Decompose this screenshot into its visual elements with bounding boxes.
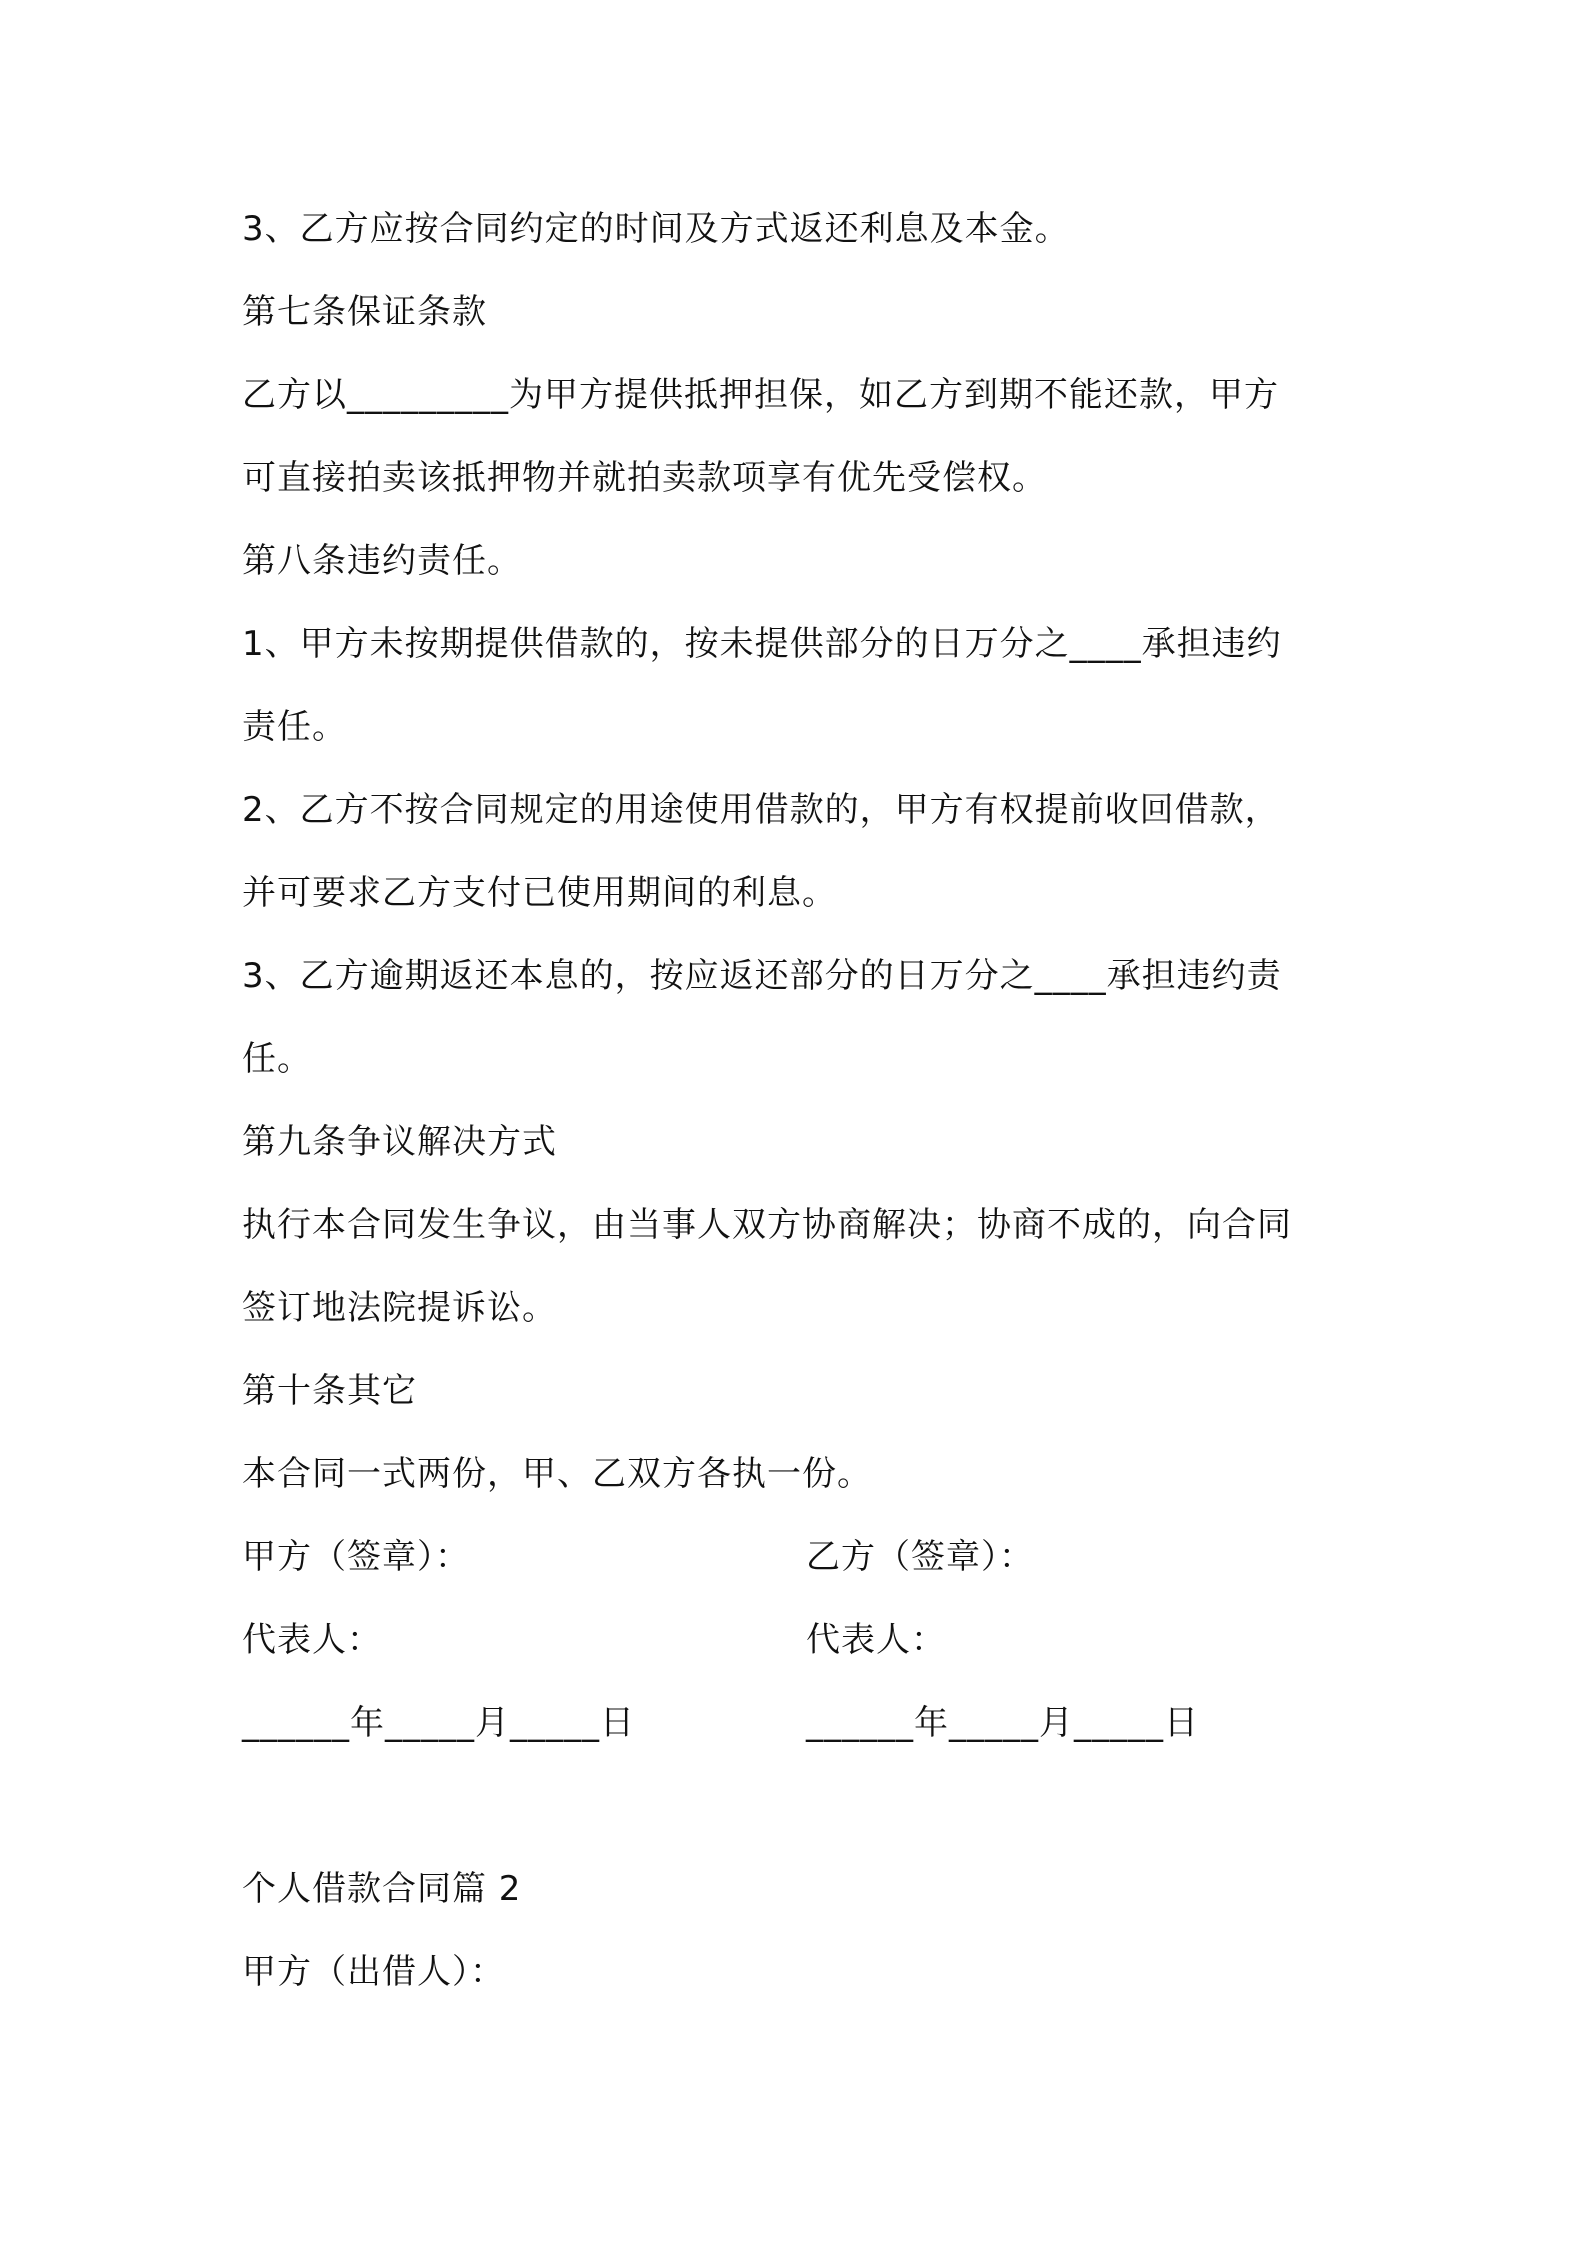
clause-7-text-line-1: 乙方以_________为甲方提供抵押担保，如乙方到期不能还款，甲方: [242, 375, 1279, 415]
clause-8-item-2-line-2: 并可要求乙方支付已使用期间的利息。: [242, 873, 837, 913]
clause-8-item-1-line-2: 责任。: [242, 707, 347, 747]
clause-7-text-line-2: 可直接拍卖该抵押物并就拍卖款项享有优先受偿权。: [242, 458, 1047, 498]
party-a-date: ______年_____月_____日: [242, 1703, 635, 1743]
party-a-representative: 代表人：: [242, 1620, 382, 1660]
clause-9-heading: 第九条争议解决方式: [242, 1122, 557, 1162]
clause-8-item-3-line-1: 3、乙方逾期返还本息的，按应返还部分的日万分之____承担违约责: [242, 956, 1282, 996]
lender-label: 甲方（出借人）：: [242, 1952, 505, 1992]
clause-8-item-2-line-1: 2、乙方不按合同规定的用途使用借款的，甲方有权提前收回借款，: [242, 790, 1280, 830]
clause-8-heading: 第八条违约责任。: [242, 541, 522, 581]
party-b-seal: 乙方（签章）：: [806, 1537, 1034, 1577]
clause-8-item-1-line-1: 1、甲方未按期提供借款的，按未提供部分的日万分之____承担违约: [242, 624, 1282, 664]
clause-10-text: 本合同一式两份，甲、乙双方各执一份。: [242, 1454, 872, 1494]
clause-9-text-line-2: 签订地法院提诉讼。: [242, 1288, 557, 1328]
clause-10-heading: 第十条其它: [242, 1371, 417, 1411]
section-2-title: 个人借款合同篇 2: [242, 1869, 522, 1909]
clause-7-heading: 第七条保证条款: [242, 292, 487, 332]
party-b-date: ______年_____月_____日: [806, 1703, 1199, 1743]
clause-6-item-3: 3、乙方应按合同约定的时间及方式返还利息及本金。: [242, 209, 1070, 249]
party-b-representative: 代表人：: [806, 1620, 946, 1660]
party-a-seal: 甲方（签章）：: [242, 1537, 470, 1577]
clause-8-item-3-line-2: 任。: [242, 1039, 312, 1079]
clause-9-text-line-1: 执行本合同发生争议，由当事人双方协商解决；协商不成的，向合同: [242, 1205, 1292, 1245]
